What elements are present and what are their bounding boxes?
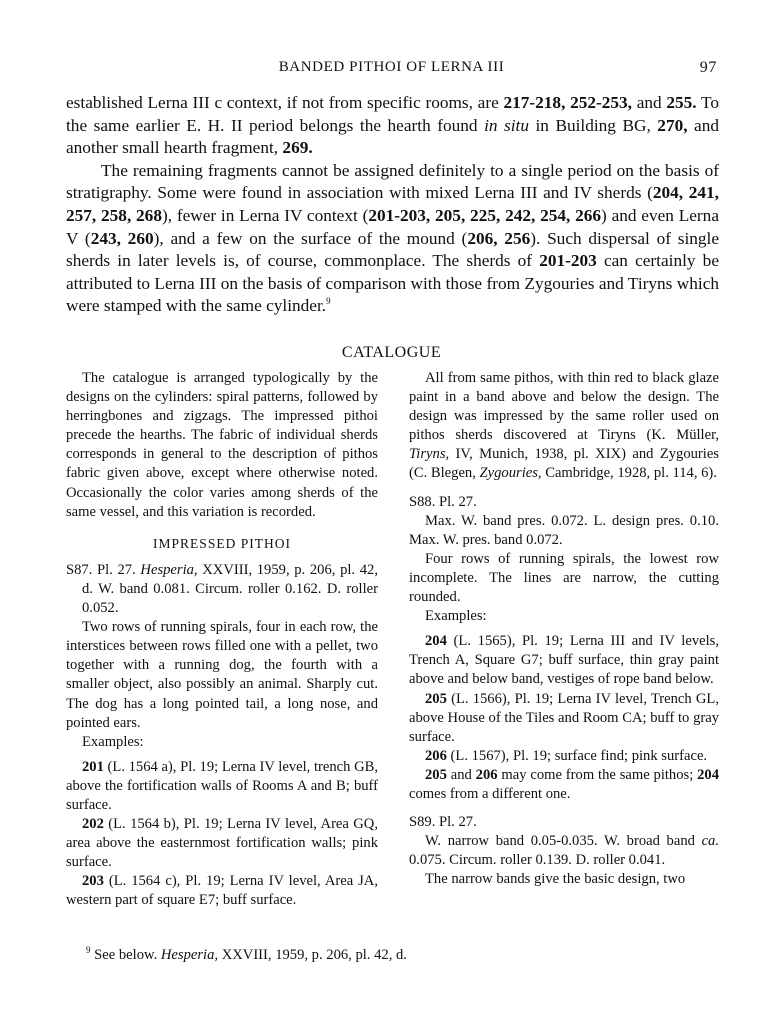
running-head	[0, 59, 783, 79]
catalogue-number: 205	[425, 766, 447, 783]
italic-text: Hesperia,	[160, 947, 219, 963]
italic-text: Hesperia,	[140, 561, 198, 578]
intro-paragraph-1: established Lerna III c context, if not from specific rooms, are 217-218, 252-253, and 255. To the same earlier E. H. II period belongs the hearth found in situ in Building BG, 270, and another small hearth fragment, 269.	[66, 93, 720, 158]
catalogue-paragraph: All from same pithos, with thin red to black glaze paint in a band above and below the design. The design was impressed by the same roller used on pithos sherds discovered at Tiryns (K. Müller, Tiryns, IV, Munich, 1938, pl. XIX) and Zygouries (C. Blegen, Zygouries, Cambridge, 1928, pl. 114, 6).	[409, 370, 719, 482]
footnote-marker: 9	[86, 945, 91, 956]
catalogue-paragraph: S89. Pl. 27.	[409, 814, 477, 831]
catalogue-number: 269.	[282, 138, 313, 158]
page-number: 97	[699, 59, 717, 76]
catalogue-number: 205	[425, 690, 447, 707]
catalogue-number: 206, 256	[467, 228, 531, 248]
catalogue-number: 206	[425, 747, 447, 764]
catalogue-number: 206	[475, 766, 498, 783]
catalogue-paragraph: Examples:	[425, 608, 487, 625]
italic-text: Tiryns,	[409, 446, 450, 463]
catalogue-number: 270,	[657, 115, 688, 135]
intro-paragraph-2: The remaining fragments cannot be assigned definitely to a single period on the basis of stratigraphy. Some were found in association with mixed Lerna III and IV sherds (204, 241, 257, 258, 268), fewer in Lerna IV context (201-203, 205, 225, 242, 254, 266) and even Lerna V (243, 260), and a few on the surface of the mound (206, 256). Such dispersal of single sherds in later levels is, of course, commonplace. The sherds of 201-203 can certainly be attributed to Lerna III on the basis of comparison with those from Zygouries and Tiryns which were stamped with the same cylinder.$^9$	[66, 160, 719, 316]
footnote-marker: 9	[326, 296, 331, 307]
catalogue-number: 243, 260	[90, 228, 154, 248]
catalogue-paragraph: 205 (L. 1566), Pl. 19; Lerna IV level, Trench GL, above House of the Tiles and Room CA; buff to gray surface.	[409, 690, 719, 745]
catalogue-number: 204	[697, 766, 719, 783]
catalogue-paragraph: 206 (L. 1567), Pl. 19; surface find; pink surface.	[425, 747, 708, 764]
italic-text: Zygouries,	[479, 465, 542, 482]
catalogue-heading: CATALOGUE	[341, 344, 442, 361]
catalogue-number: 217-218, 252-253,	[503, 93, 633, 112]
catalogue-paragraph: S87. Pl. 27. Hesperia, XXVIII, 1959, p. 206, pl. 42, d. W. band 0.081. Circum. roller 0.162. D. roller 0.052.	[66, 561, 378, 617]
italic-text: in situ	[484, 115, 529, 135]
footnote: $^9$ See below. Hesperia, XXVIII, 1959, p. 206, pl. 42, d.	[86, 945, 407, 963]
catalogue-left-column	[66, 369, 378, 911]
catalogue-number: 201	[82, 758, 104, 775]
catalogue-right-column	[409, 369, 719, 889]
catalogue-number: 204	[425, 633, 447, 650]
catalogue-number: 203	[82, 873, 104, 890]
catalogue-number: 202	[82, 816, 104, 833]
catalogue-paragraph: Examples:	[82, 733, 144, 750]
catalogue-paragraph: 204 (L. 1565), Pl. 19; Lerna III and IV levels, Trench A, Square G7; buff surface, thin gray paint above and below band, vestiges of rope band below.	[409, 633, 719, 688]
catalogue-paragraph: 202 (L. 1564 b), Pl. 19; Lerna IV level, Area GQ, area above the easternmost fortification walls; pink surface.	[66, 816, 378, 871]
catalogue-number: 201-203	[539, 251, 597, 271]
running-title: BANDED PITHOI OF LERNA III	[278, 59, 505, 75]
catalogue-paragraph: W. narrow band 0.05-0.035. W. broad band ca. 0.075. Circum. roller 0.139. D. roller 0.041.	[409, 833, 719, 869]
catalogue-paragraph: 203 (L. 1564 c), Pl. 19; Lerna IV level, Area JA, western part of square E7; buff surface.	[66, 873, 378, 909]
catalogue-number: 204, 241, 257, 258, 268	[66, 183, 719, 225]
catalogue-paragraph: The catalogue is arranged typologically by the designs on the cylinders: spiral patterns, followed by herringbones and zigzags. The impressed pithoi precede the hearths. The fabric of individual sherds corresponds in general to the description of pithos fabric given above, except where otherwise noted. Occasionally the color varies among sherds of the same vessel, and this variation is recorded.	[66, 370, 378, 520]
italic-text: ca.	[701, 833, 719, 850]
catalogue-paragraph: 205 and 206 may come from the same pithos; 204 comes from a different one.	[409, 766, 719, 802]
catalogue-paragraph: Two rows of running spirals, four in each row, the interstices between rows filled one with a pellet, two together with a running dog, the fourth with a smaller object, also possibly an animal. Sharply cut. The dog has a long pointed tail, a long nose, and pointed ears.	[66, 619, 378, 731]
catalogue-paragraph: 201 (L. 1564 a), Pl. 19; Lerna IV level, trench GB, above the fortification walls of Rooms A and B; buff surface.	[66, 758, 378, 813]
catalogue-paragraph: Max. W. band pres. 0.072. L. design pres. 0.10. Max. W. pres. band 0.072.	[409, 512, 719, 548]
section-heading: IMPRESSED PITHOI	[153, 535, 291, 551]
catalogue-number: 255.	[666, 93, 697, 112]
intro-text	[66, 92, 719, 318]
catalogue-paragraph: The narrow bands give the basic design, two	[425, 871, 686, 888]
catalogue-paragraph: S88. Pl. 27.	[409, 493, 477, 510]
catalogue-paragraph: Four rows of running spirals, the lowest row incomplete. The lines are narrow, the cutting rounded.	[409, 550, 719, 606]
catalogue-number: 201-203, 205, 225, 242, 254, 266	[368, 205, 602, 225]
